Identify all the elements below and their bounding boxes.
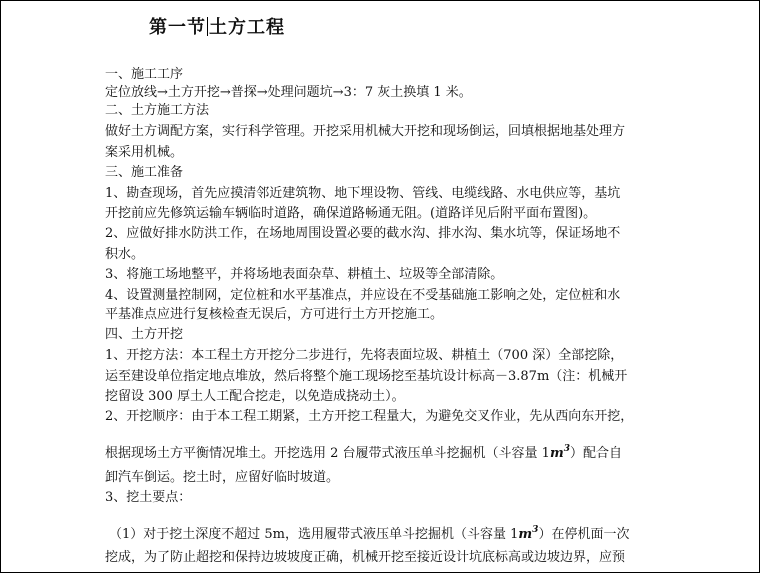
unit-superscript: 3 bbox=[532, 525, 539, 535]
unit-superscript: 3 bbox=[563, 444, 570, 454]
body-line: 平基准点应进行复核检查无误后，方可进行土方开挖施工。 bbox=[105, 307, 444, 322]
body-line: 运至建设单位指定地点堆放，然后将整个施工现场挖至基坑设计标高－3.87m（注：机械开 bbox=[105, 369, 628, 384]
body-line-excavator bbox=[105, 441, 622, 462]
excavator-text-b: ）配合自 bbox=[569, 446, 622, 461]
body-line: 1、开挖方法：本工程土方开挖分二步进行，先将表面垃圾、耕植土（700 深）全部挖除， bbox=[105, 348, 624, 363]
section-title bbox=[149, 13, 285, 39]
unit-m: m bbox=[518, 527, 533, 542]
body-line: 做好土方调配方案，实行科学管理。开挖采用机械大开挖和现场倒运，回填根据地基处理方 bbox=[105, 124, 626, 139]
body-line: 1、勘查现场，首先应摸清邻近建筑物、地下埋设物、管线、电缆线路、水电供应等，基坑 bbox=[105, 186, 621, 201]
body-line: 2、开挖顺序：由于本工程工期紧，土方开挖工程量大，为避免交叉作业，先从西向东开挖， bbox=[105, 409, 634, 424]
title-part-2: 土方工程 bbox=[209, 17, 285, 38]
body-line: 4、设置测量控制网，定位桩和水平基准点，并应设在不受基础施工影响之处，定位桩和水 bbox=[105, 288, 621, 303]
heading-procedure: 一、施工工序 bbox=[105, 67, 184, 82]
text-cursor bbox=[207, 17, 208, 36]
body-line: 挖留设 300 厚土人工配合挖走，以免造成挠动土）。 bbox=[105, 389, 405, 404]
unit-m: m bbox=[549, 446, 564, 461]
heading-excavation: 四、土方开挖 bbox=[105, 327, 184, 342]
body-line-point-1 bbox=[109, 522, 629, 543]
body-line: 2、应做好排水防洪工作，在场地周围设置必要的截水沟、排水沟、集水坑等，保证场地不 bbox=[105, 226, 621, 241]
body-line: 积水。 bbox=[105, 247, 145, 262]
title-part-1: 第一节 bbox=[149, 17, 206, 38]
body-line: 3、将施工场地整平，并将场地表面杂草、耕植土、垃圾等全部清除。 bbox=[105, 267, 504, 282]
heading-method: 二、土方施工方法 bbox=[105, 103, 210, 118]
body-line: 定位放线→土方开挖→普探→处理问题坑→3：7 灰土换填 1 米。 bbox=[105, 85, 472, 100]
body-line: 案采用机械。 bbox=[105, 145, 184, 160]
point-1-text-a: （1）对于挖土深度不超过 5m，选用履带式液压单斗挖掘机（斗容量 1 bbox=[109, 527, 519, 542]
body-line: 挖成，为了防止超挖和保持边坡坡度正确，机械开挖至接近设计坑底标高或边坡边界，应预 bbox=[105, 550, 626, 565]
subheading-points: 3、挖土要点： bbox=[105, 490, 192, 505]
excavator-text-a: 根据现场土方平衡情况堆土。开挖选用 2 台履带式液压单斗挖掘机（斗容量 1 bbox=[105, 446, 550, 461]
body-line: 卸汽车倒运。挖土时，应留好临时坡道。 bbox=[105, 470, 340, 485]
heading-preparation: 三、施工准备 bbox=[105, 165, 184, 180]
point-1-text-b: ）在停机面一次 bbox=[538, 527, 630, 542]
body-line: 开挖前应先修筑运输车辆临时道路，确保道路畅通无阻。(道路详见后附平面布置图)。 bbox=[105, 206, 597, 221]
